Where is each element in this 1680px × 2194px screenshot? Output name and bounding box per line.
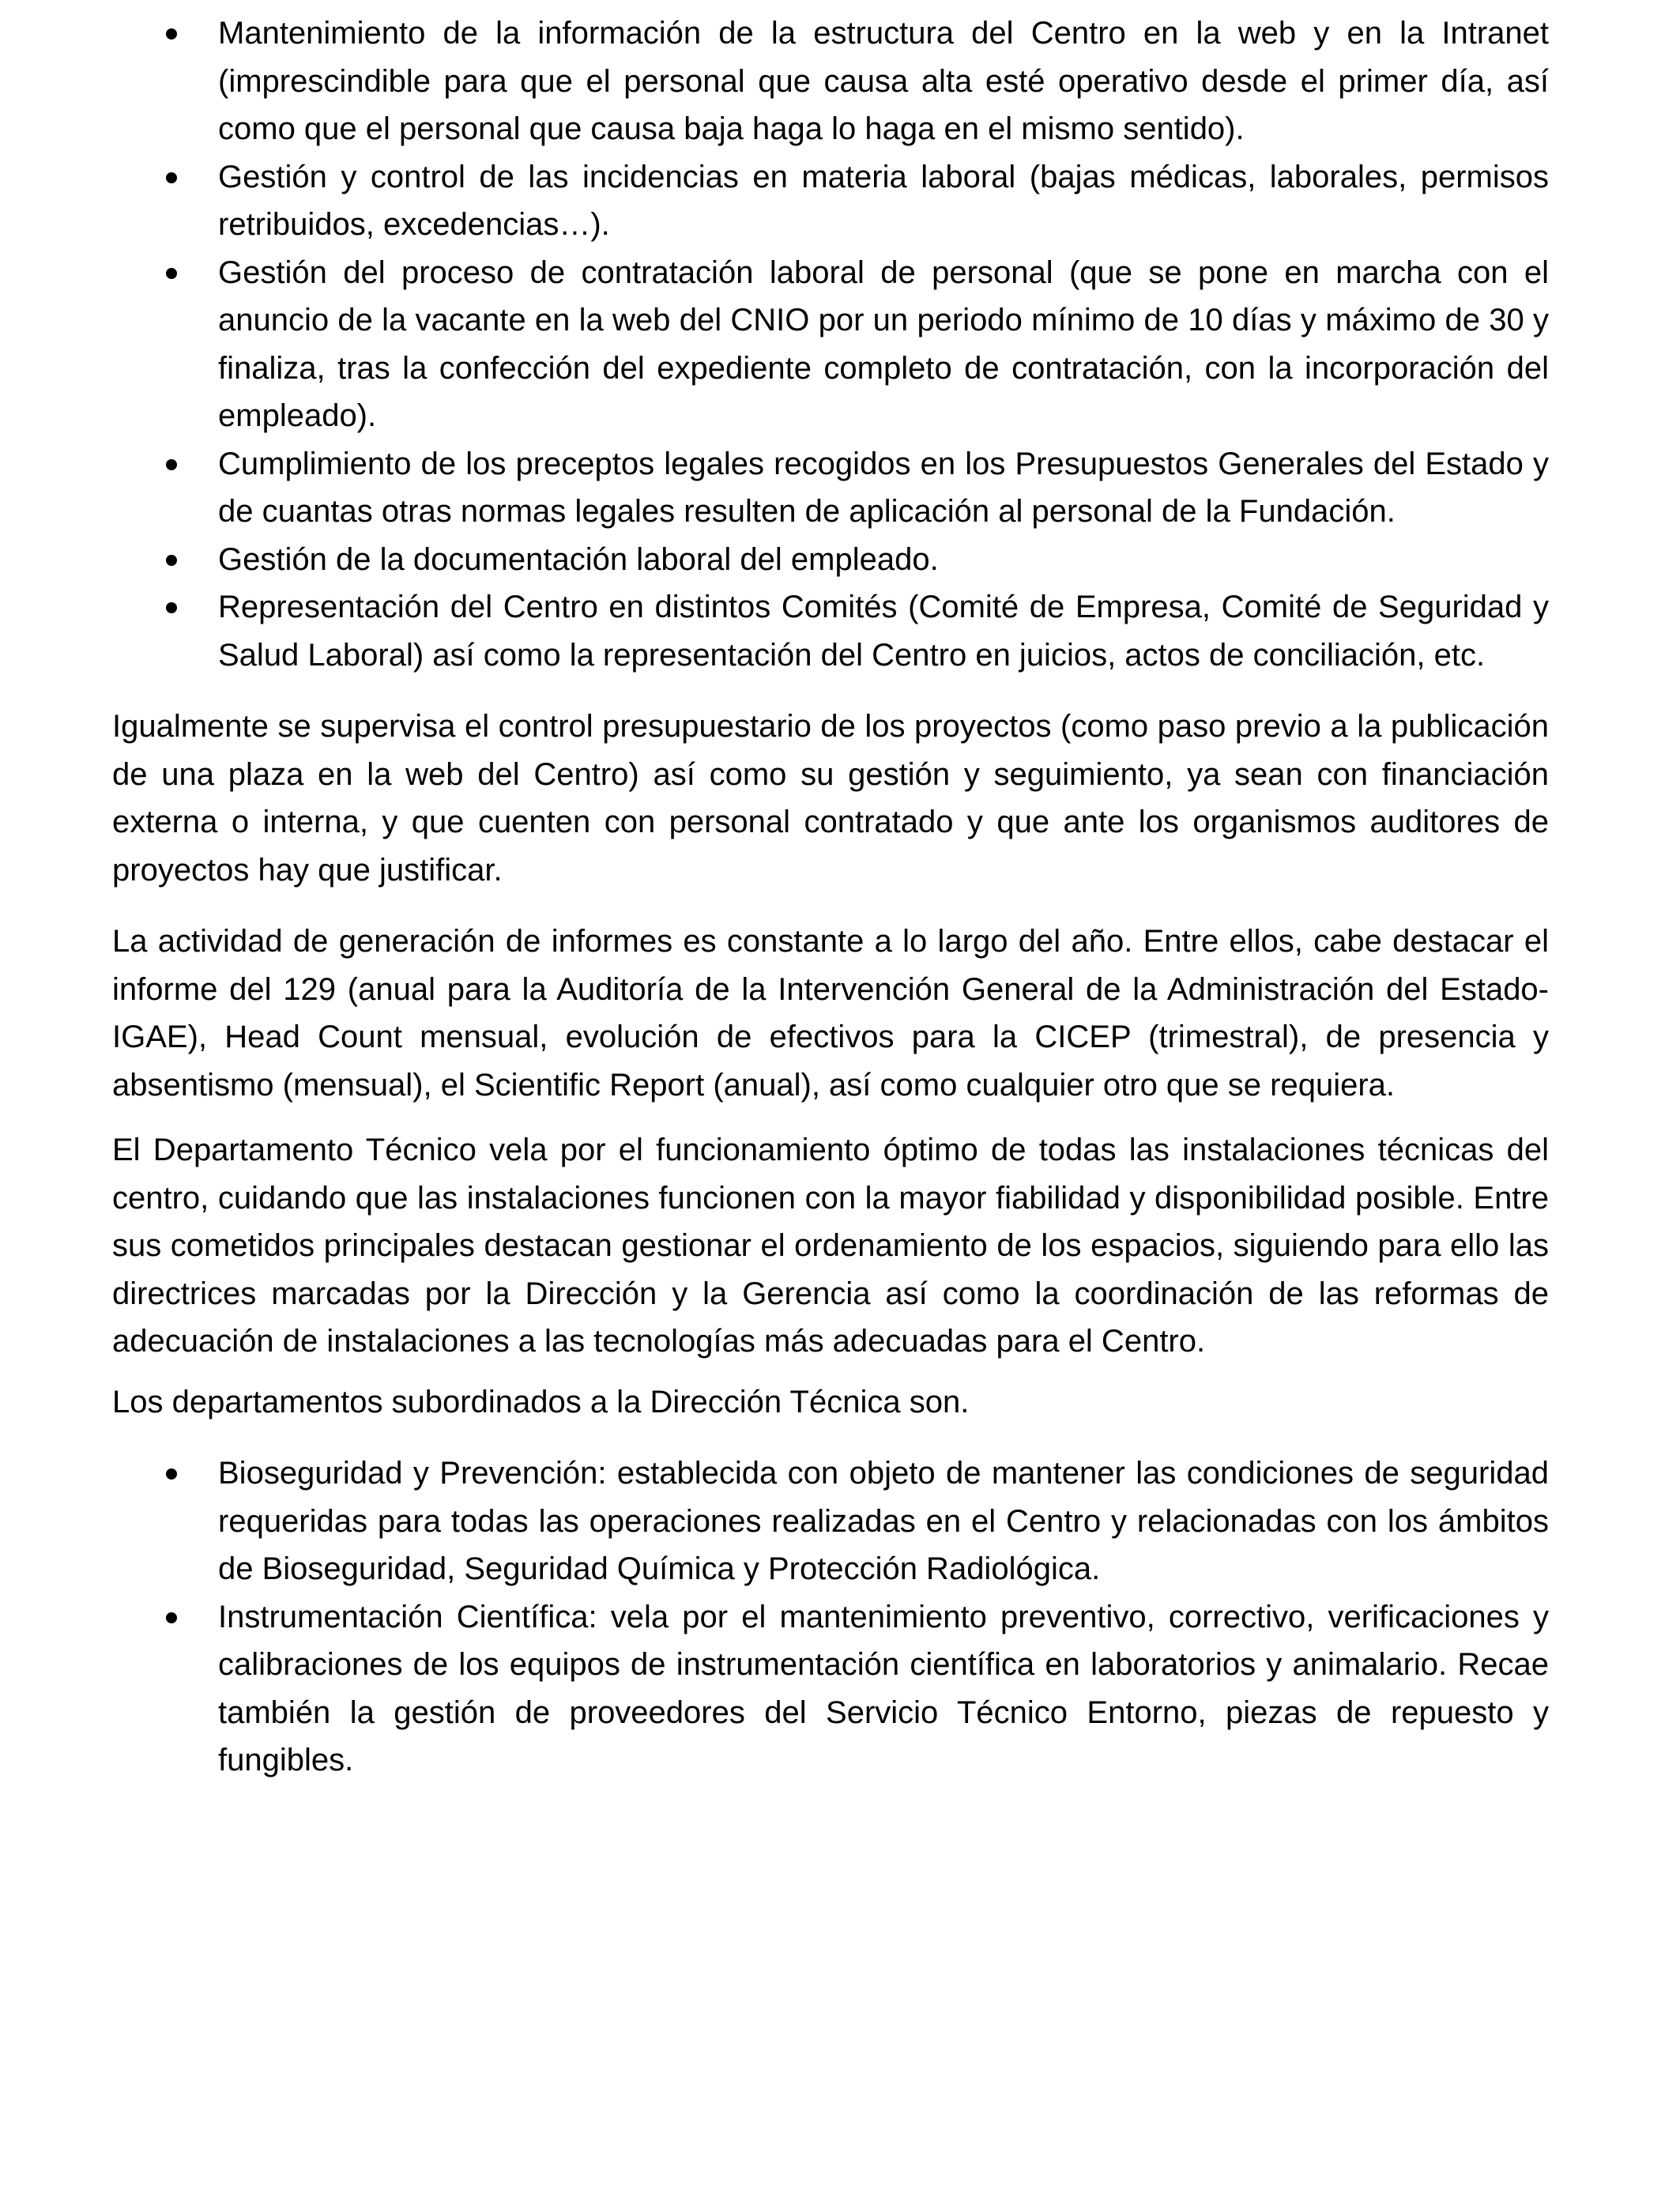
list-item-text: Representación del Centro en distintos Comités (Comité de Empresa, Comité de Seguridad y Salud Laboral) así como la representación del Centro en juicios, actos de conciliación, etc. bbox=[218, 590, 1549, 673]
bullet-icon bbox=[166, 555, 177, 566]
list-item bbox=[112, 1593, 1549, 1785]
list-item-text: Bioseguridad y Prevención: establecida con objeto de mantener las condiciones de seguridad requeridas para todas las operaciones realizadas en el Centro y relacionadas con los ámbitos de Bioseguridad, Seguridad Química y Protección Radiológica. bbox=[218, 1456, 1549, 1586]
list-item bbox=[112, 249, 1549, 440]
bullet-icon bbox=[166, 268, 177, 279]
list-item bbox=[112, 1449, 1549, 1593]
bullet-icon bbox=[166, 602, 177, 613]
bullet-icon bbox=[166, 459, 177, 470]
technical-departments-list bbox=[112, 1449, 1549, 1785]
paragraph-subordinate-departments: Los departamentos subordinados a la Dirección Técnica son. bbox=[112, 1384, 970, 1419]
list-item bbox=[112, 536, 1549, 584]
list-item-text: Cumplimiento de los preceptos legales recogidos en los Presupuestos Generales del Estado y de cuantas otras normas legales resulten de aplicación al personal de la Fundación. bbox=[218, 446, 1549, 529]
list-item bbox=[112, 583, 1549, 679]
list-item-text: Mantenimiento de la información de la estructura del Centro en la web y en la Intranet (imprescindible para que el personal que causa alta esté operativo desde el primer día, así como que el personal que causa baja haga lo haga en el mismo sentido). bbox=[218, 16, 1549, 146]
list-item-text: Gestión y control de las incidencias en materia laboral (bajas médicas, laborales, permisos retribuidos, excedencias…). bbox=[218, 159, 1549, 242]
list-item-text: Instrumentación Científica: vela por el mantenimiento preventivo, correctivo, verificaciones y calibraciones de los equipos de instrumentación científica en laboratorios y animalario. Recae también la gestión de proveedores del Servicio Técnico Entorno, piezas de repuesto y fungibles. bbox=[218, 1599, 1549, 1777]
bullet-icon bbox=[166, 1468, 177, 1480]
paragraph-reports: La actividad de generación de informes es constante a lo largo del año. Entre ellos, cabe destacar el informe del 129 (anual para la Auditoría de la Intervención General de la Administración del Estado-IGAE), Head Count mensual, evolución de efectivos para la CICEP (trimestral), de presencia y absentismo (mensual), el Scientific Report (anual), así como cualquier otro que se requiera. bbox=[112, 924, 1549, 1103]
list-item-text: Gestión de la documentación laboral del empleado. bbox=[218, 541, 939, 577]
list-item-text: Gestión del proceso de contratación laboral de personal (que se pone en marcha con el anuncio de la vacante en la web del CNIO por un periodo mínimo de 10 días y máximo de 30 y finaliza, tras la confección del expediente completo de contratación, con la incorporación del empleado). bbox=[218, 254, 1549, 433]
list-item bbox=[112, 153, 1549, 249]
bullet-icon bbox=[166, 1612, 177, 1623]
document-body bbox=[112, 9, 1549, 1785]
paragraph-technical-department: El Departamento Técnico vela por el funcionamiento óptimo de todas las instalaciones técnicas del centro, cuidando que las instalaciones funcionen con la mayor fiabilidad y disponibilidad posible. Entre sus cometidos principales destacan gestionar el ordenamiento de los espacios, siguiendo para ello las directrices marcadas por la Dirección y la Gerencia así como la coordinación de las reformas de adecuación de instalaciones a las tecnologías más adecuadas para el Centro. bbox=[112, 1133, 1549, 1359]
hr-duties-list bbox=[112, 9, 1549, 679]
list-item bbox=[112, 9, 1549, 153]
paragraph-budget-control: Igualmente se supervisa el control presupuestario de los proyectos (como paso previo a la publicación de una plaza en la web del Centro) así como su gestión y seguimiento, ya sean con financiación externa o interna, y que cuenten con personal contratado y que ante los organismos auditores de proyectos hay que justificar. bbox=[112, 709, 1549, 888]
list-item bbox=[112, 440, 1549, 536]
bullet-icon bbox=[166, 172, 177, 183]
bullet-icon bbox=[166, 28, 177, 40]
